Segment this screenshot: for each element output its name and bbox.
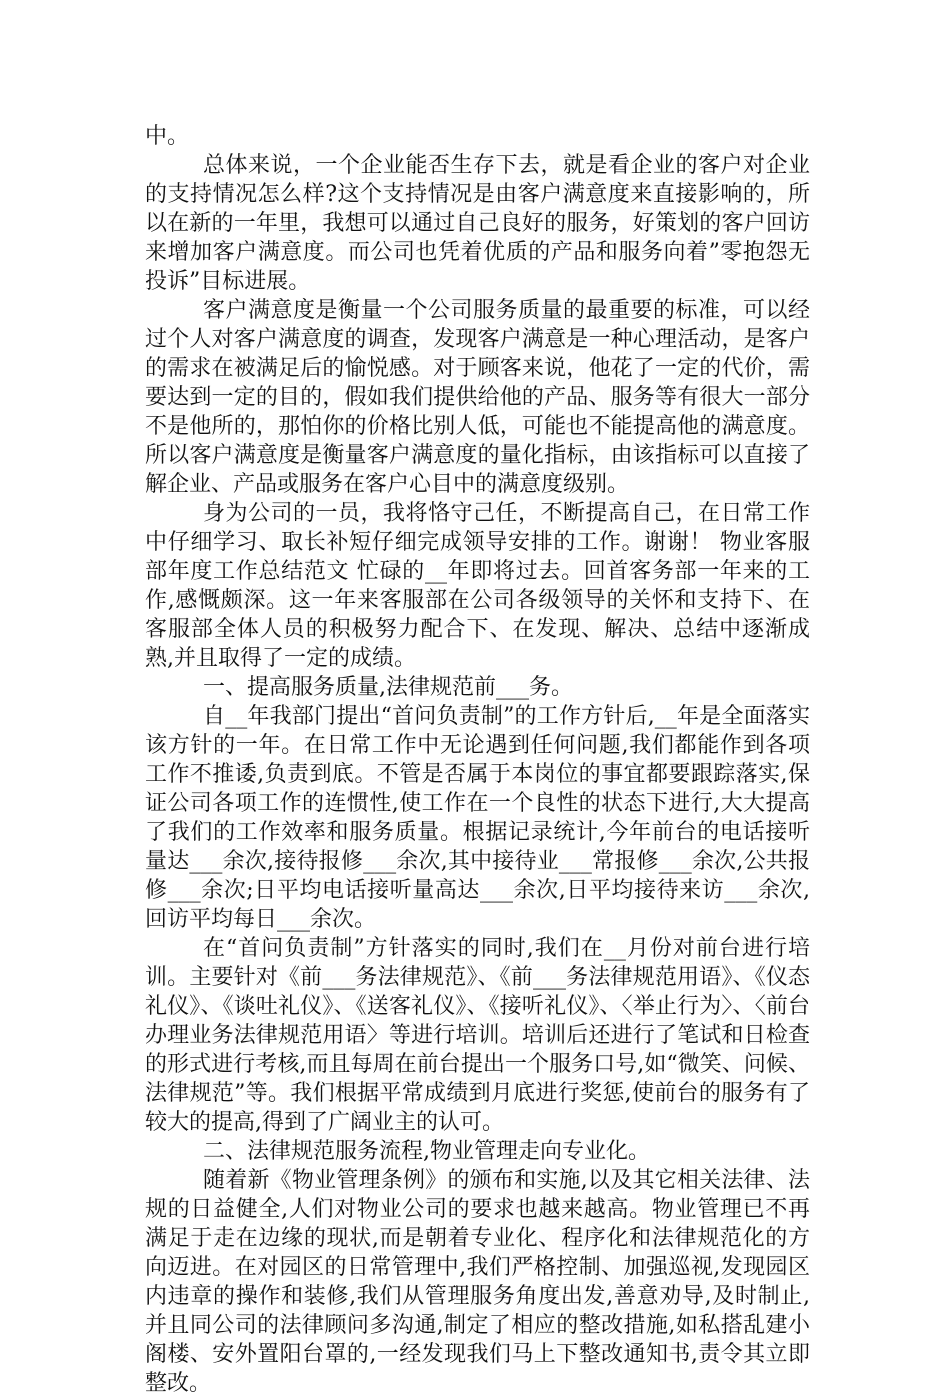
paragraph-customer-support: 总体来说，一个企业能否生存下去，就是看企业的客户对企业的支持情况怎么样?这个支持情况是由客户满意度来直接影响的，所以在新的一年里，我想可以通过自己良好的服务，好策划的客户回访来增加客户满意度。而公司也凭着优质的产品和服务向着”零抱怨无投诉”目标进展。: [145, 153, 810, 294]
section-heading-1: 一、提高服务质量,法律规范前___务。: [203, 675, 573, 700]
paragraph-first-inquiry: 自__年我部门提出“首问负责制”的工作方针后,__年是全面落实该方针的一年。在日常工作中无论遇到任何问题,我们都能作到各项工作不推诿,负责到底。不管是否属于本岗位的事宜都要跟踪落实,保证公司各项工作的连惯性,使工作在一个良性的状态下进行,大大提高了我们的工作效率和服务质量。根据记录统计,今年前台的电话接听量达___余次,接待报修___余次,其中接待业___常报修___余次,公共报修___余次;日平均电话接听量高达___余次,日平均接待来访___余次,回访平均每日___余次。: [145, 704, 810, 932]
paragraph-satisfaction-standard: 客户满意度是衡量一个公司服务质量的最重要的标准，可以经过个人对客户满意度的调查，发现客户满意是一种心理活动，是客户的需求在被满足后的愉悦感。对于顾客来说，他花了一定的代价，需要达到一定的目的，假如我们提供给他的产品、服务等有很大一部分不是他所的，那怕你的价格比别人低，可能也不能提高他的满意度。所以客户满意度是衡量客户满意度的量化指标，由该指标可以直接了解企业、产品或服务在客户心目中的满意度级别。: [145, 298, 810, 497]
document-body: [145, 122, 810, 1398]
paragraph-continuation: 中。: [145, 124, 190, 149]
section-heading-2: 二、法律规范服务流程,物业管理走向专业化。: [203, 1139, 650, 1164]
paragraph-training: 在“首问负责制”方针落实的同时,我们在__月份对前台进行培训。主要针对《前___务法律规范》、《前___务法律规范用语》、《仪态礼仪》、《谈吐礼仪》、《送客礼仪》、《接听礼仪》、〈举止行为〉、〈前台办理业务法律规范用语〉等进行培训。培训后还进行了笔试和日检查的形式进行考核,而且每周在前台提出一个服务口号,如“微笑、问候、法律规范”等。我们根据平常成绩到月底进行奖惩,使前台的服务有了较大的提高,得到了广阔业主的认可。: [145, 936, 810, 1135]
paragraph-regulations: 随着新《物业管理条例》的颁布和实施,以及其它相关法律、法规的日益健全,人们对物业公司的要求也越来越高。物业管理已不再满足于走在边缘的现状,而是朝着专业化、程序化和法律规范化的方向迈进。在对园区的日常管理中,我们严格控制、加强巡视,发现园区内违章的操作和装修,我们从管理服务角度出发,善意劝导,及时制止,并且同公司的法律顾问多沟通,制定了相应的整改措施,如私搭乱建小阁楼、安外置阳台罩的,一经发现我们马上下整改通知书,责令其立即整改。: [145, 1168, 810, 1396]
paragraph-year-summary: 身为公司的一员，我将恪守己任，不断提高自己，在日常工作中仔细学习、取长补短仔细完成领导安排的工作。谢谢！ 物业客服部年度工作总结范文 忙碌的__年即将过去。回首客务部一年来的工作,感慨颇深。这一年来客服部在公司各级领导的关怀和支持下、在客服部全体人员的积极努力配合下、在发现、解决、总结中逐渐成熟,并且取得了一定的成绩。: [145, 501, 810, 671]
